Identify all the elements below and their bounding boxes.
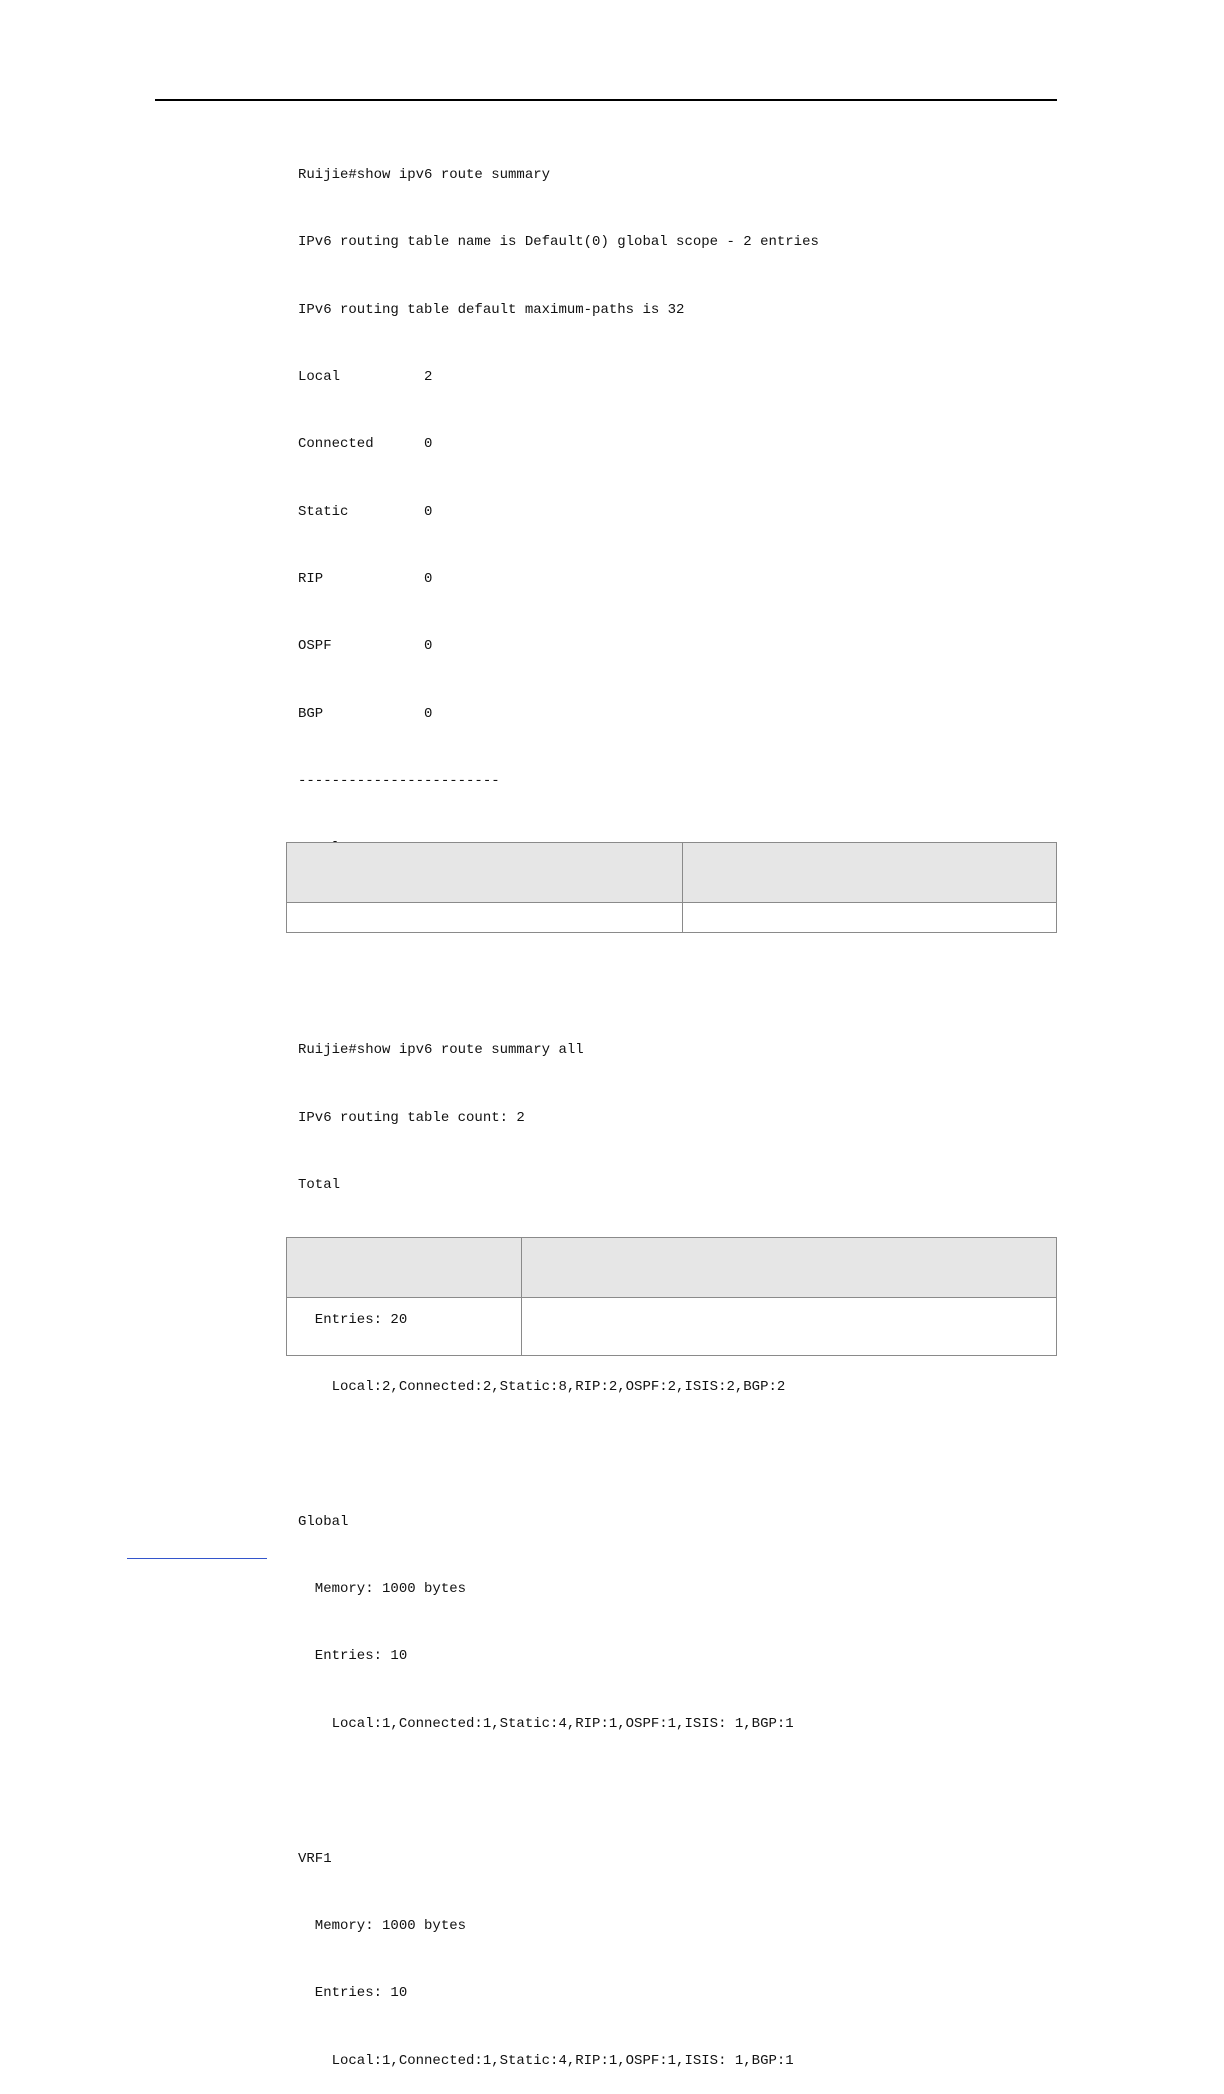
table-row [287,903,1057,933]
table-header-row [287,1238,1057,1298]
cli-output-block [298,119,1058,2094]
code-line: VRF1 [298,1850,332,1867]
table-cell [287,1298,522,1356]
code-line: Local:1,Connected:1,Static:4,RIP:1,OSPF:1,ISIS: 1,BGP:1 [298,2052,794,2069]
code-line [298,1443,1058,1465]
code-line: ------------------------ [298,773,500,789]
code-line: Global [298,1513,349,1530]
code-line: Local:2,Connected:2,Static:8,RIP:2,OSPF:2,ISIS:2,BGP:2 [298,1379,786,1396]
code-line: Ruijie#show ipv6 route summary [298,166,551,183]
reference-table-1 [286,842,1057,933]
code-line: Entries: 10 [298,1648,408,1665]
table-cell [522,1298,1057,1356]
table-header-row [287,843,1057,903]
code-line: OSPF 0 [298,638,433,655]
header-rule [155,99,1057,101]
code-line [298,1780,1058,1802]
table-header-cell [522,1238,1057,1298]
code-line: Memory: 1000 bytes [298,1581,467,1598]
reference-table-2 [286,1237,1057,1356]
code-line: Memory: 1000 bytes [298,1917,467,1934]
footer-link-underline [127,1558,267,1559]
table-row [287,1298,1057,1356]
table-header-cell [287,1238,522,1298]
code-line: IPv6 routing table name is Default(0) global scope - 2 entries [298,234,819,251]
table-cell [683,903,1057,933]
code-line: RIP 0 [298,570,433,587]
code-line: Total [298,1177,341,1194]
table-cell [287,903,683,933]
code-line: Local:1,Connected:1,Static:4,RIP:1,OSPF:1,ISIS: 1,BGP:1 [298,1715,794,1732]
code-line: Static 0 [298,503,433,520]
table-header-cell [287,843,683,903]
table-header-cell [683,843,1057,903]
code-line: Ruijie#show ipv6 route summary all [298,1042,584,1059]
code-line: Local 2 [298,368,433,385]
code-line: IPv6 routing table default maximum-paths is 32 [298,301,685,318]
code-line: BGP 0 [298,705,433,722]
code-line: Entries: 20 [298,1311,408,1328]
code-line: Connected 0 [298,436,433,453]
code-line [298,972,1058,994]
code-line: Entries: 10 [298,1985,408,2002]
code-line: IPv6 routing table count: 2 [298,1109,525,1126]
